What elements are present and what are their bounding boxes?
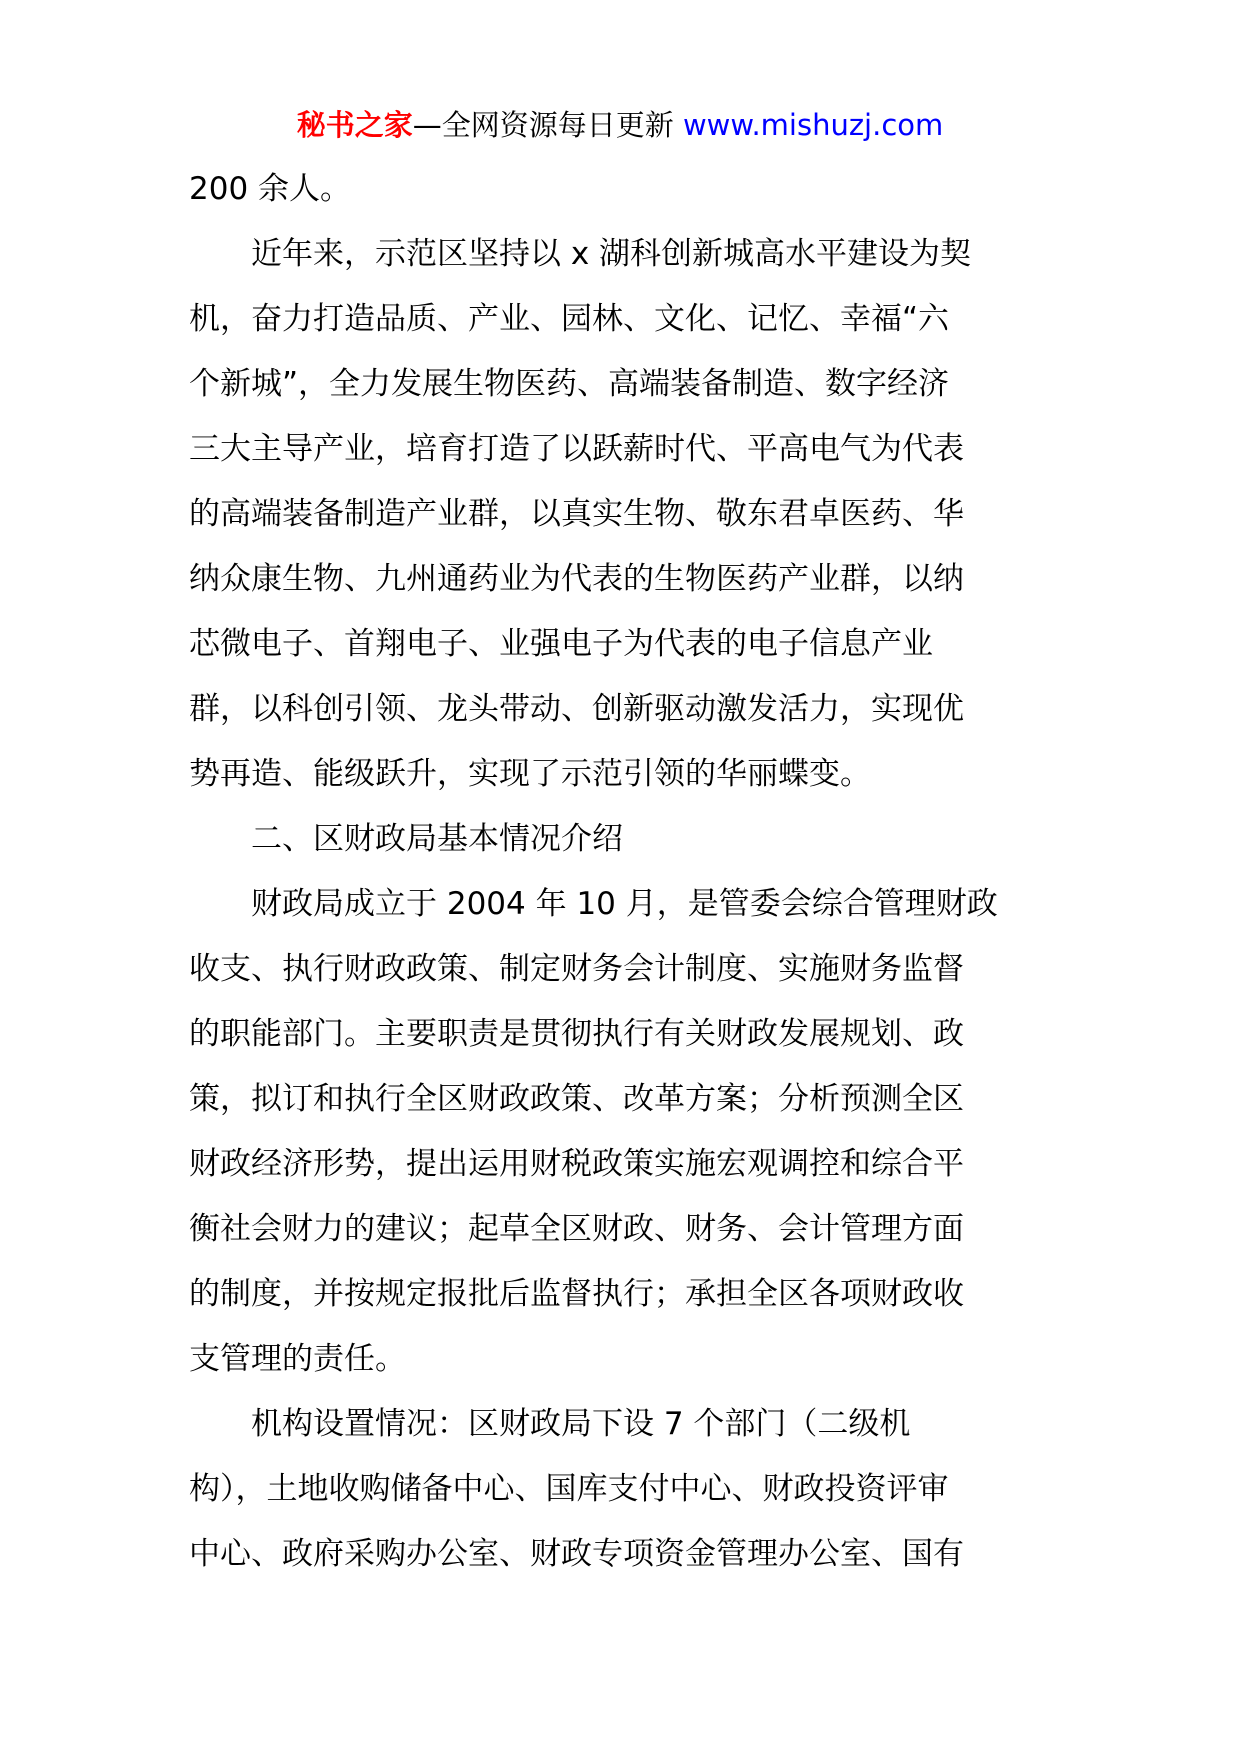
- text-line: 支管理的责任。: [189, 1341, 406, 1377]
- text-line: 纳众康生物、九州通药业为代表的生物医药产业群，以纳: [189, 561, 964, 597]
- text-line: 机构设置情况：区财政局下设 7 个部门（二级机: [189, 1406, 911, 1442]
- text-line: 衡社会财力的建议；起草全区财政、财务、会计管理方面: [189, 1211, 964, 1247]
- text-line: 财政局成立于 2004 年 10 月，是管委会综合管理财政: [189, 886, 998, 922]
- text-line: 的职能部门。主要职责是贯彻执行有关财政发展规划、政: [189, 1016, 964, 1052]
- text-line: 的制度，并按规定报批后监督执行；承担全区各项财政收: [189, 1276, 964, 1312]
- text-line: 构），土地收购储备中心、国库支付中心、财政投资评审: [189, 1471, 949, 1507]
- text-line: 个新城”，全力发展生物医药、高端装备制造、数字经济: [189, 366, 950, 402]
- text-line: 近年来，示范区坚持以 x 湖科创新城高水平建设为契: [189, 236, 972, 272]
- header-tagline: —全网资源每日更新: [412, 108, 683, 142]
- text-line: 中心、政府采购办公室、财政专项资金管理办公室、国有: [189, 1536, 964, 1572]
- text-line: 群，以科创引领、龙头带动、创新驱动激发活力，实现优: [189, 691, 964, 727]
- section-heading: 二、区财政局基本情况介绍: [189, 821, 623, 857]
- brand-name: 秘书之家: [296, 108, 413, 142]
- site-url-link[interactable]: www.mishuzj.com: [682, 108, 944, 142]
- text-line: 收支、执行财政政策、制定财务会计制度、实施财务监督: [189, 951, 964, 987]
- text-line: 财政经济形势，提出运用财税政策实施宏观调控和综合平: [189, 1146, 964, 1182]
- text-line: 200 余人。: [189, 171, 352, 207]
- text-line: 三大主导产业，培育打造了以跃薪时代、平高电气为代表: [189, 431, 964, 467]
- text-line: 机，奋力打造品质、产业、园林、文化、记忆、幸福“六: [189, 301, 950, 337]
- text-line: 的高端装备制造产业群，以真实生物、敬东君卓医药、华: [189, 496, 964, 532]
- document-body: [189, 157, 1061, 1587]
- text-line: 芯微电子、首翔电子、业强电子为代表的电子信息产业: [189, 626, 933, 662]
- text-line: 势再造、能级跃升，实现了示范引领的华丽蝶变。: [189, 756, 871, 792]
- site-watermark-header: [0, 100, 1240, 150]
- text-line: 策，拟订和执行全区财政政策、改革方案；分析预测全区: [189, 1081, 964, 1117]
